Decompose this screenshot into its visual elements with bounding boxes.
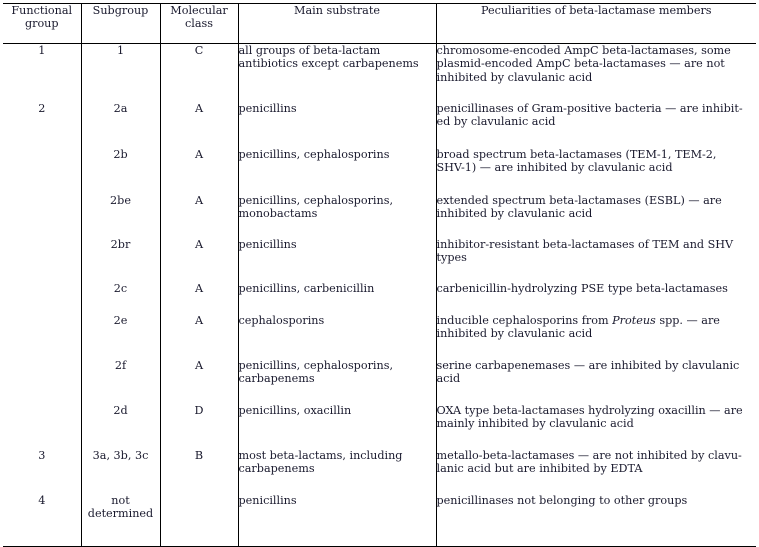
cell-molecular-class <box>160 44 238 103</box>
value-peculiarities-line1: penicillinases of Gram-positive bacteria — are inhibit- <box>436 102 743 115</box>
cell-subgroup <box>81 404 160 449</box>
column-header-functional-group-line1: Functional <box>11 4 73 17</box>
cell-peculiarities <box>436 148 756 194</box>
value-substrate-line1: penicillins <box>238 494 297 507</box>
value-substrate-line1: most beta-lactams, including <box>238 449 403 462</box>
cell-subgroup <box>81 449 160 494</box>
value-peculiarities-line1: inhibitor-resistant beta-lactamases of TEM and SHV <box>436 238 734 251</box>
cell-main-substrate <box>238 359 436 404</box>
value-peculiarities-line1: OXA type beta-lactamases hydrolyzing oxacillin — are <box>436 404 743 417</box>
column-header-molecular-class-line2: class <box>185 17 213 31</box>
cell-molecular-class <box>160 494 238 547</box>
value-substrate-line1: penicillins <box>238 238 297 251</box>
column-header-molecular-class <box>160 4 238 44</box>
cell-peculiarities <box>436 494 756 547</box>
value-peculiarities-line2-b: — are not <box>669 57 725 71</box>
value-peculiarities-line1: carbenicillin-hydrolyzing PSE type beta-lactamases <box>436 282 728 295</box>
value-functional-group: 4 <box>38 494 46 507</box>
value-substrate-line1: cephalosporins <box>238 314 325 327</box>
value-peculiarities-line2: types <box>436 251 467 265</box>
value-substrate-line1: all groups of beta-lactam <box>238 44 381 57</box>
value-functional-group: 2 <box>38 102 46 115</box>
value-peculiarities-line2: inhibited by clavulanic acid <box>436 327 593 341</box>
header-row <box>3 4 756 44</box>
table-row <box>3 449 756 494</box>
column-header-peculiarities-line1: Peculiarities of beta-lactamase members <box>480 4 712 17</box>
cell-molecular-class <box>160 449 238 494</box>
column-header-functional-group-line2: group <box>24 17 59 31</box>
value-substrate-line2: carbapenems <box>238 372 315 386</box>
cell-functional-group <box>3 102 81 148</box>
cell-main-substrate <box>238 238 436 282</box>
value-peculiarities-line2 <box>437 57 757 70</box>
table-row <box>3 44 756 103</box>
cell-molecular-class <box>160 148 238 194</box>
cell-subgroup <box>81 314 160 359</box>
cell-subgroup <box>81 148 160 194</box>
value-substrate-line2: monobactams <box>238 207 318 221</box>
cell-peculiarities <box>436 102 756 148</box>
cell-peculiarities <box>436 359 756 404</box>
cell-molecular-class <box>160 194 238 238</box>
cell-subgroup <box>81 44 160 103</box>
table-row <box>3 194 756 238</box>
value-functional-group: 3 <box>38 449 46 462</box>
cell-functional-group <box>3 494 81 547</box>
value-molecular-class: A <box>194 282 204 295</box>
value-peculiarities-line1: metallo-beta-lactamases — are not inhibited by clavu- <box>436 449 742 462</box>
value-subgroup-line1: 2br <box>110 238 131 251</box>
cell-peculiarities <box>436 194 756 238</box>
cell-main-substrate <box>238 44 436 103</box>
value-peculiarities-line2: ed by clavulanic acid <box>436 115 556 129</box>
value-subgroup-line1: 1 <box>116 44 125 57</box>
table-row <box>3 314 756 359</box>
cell-molecular-class <box>160 238 238 282</box>
value-substrate-line2: carbapenems <box>238 462 315 476</box>
cell-main-substrate <box>238 194 436 238</box>
cell-peculiarities <box>436 282 756 314</box>
column-header-subgroup <box>81 4 160 44</box>
cell-peculiarities <box>436 314 756 359</box>
value-subgroup-line1: 2e <box>113 314 128 327</box>
cell-functional-group <box>3 314 81 359</box>
value-subgroup-line1: 2d <box>113 404 128 417</box>
cell-main-substrate <box>238 102 436 148</box>
value-molecular-class: A <box>194 314 204 327</box>
cell-functional-group <box>3 44 81 103</box>
cell-functional-group <box>3 194 81 238</box>
cell-main-substrate <box>238 449 436 494</box>
value-peculiarities-line1: extended spectrum beta-lactamases (ESBL) — are <box>436 194 722 207</box>
table-row <box>3 359 756 404</box>
table-row <box>3 102 756 148</box>
column-header-main-substrate-line1: Main substrate <box>294 4 380 17</box>
value-molecular-class: B <box>194 449 204 462</box>
value-molecular-class: A <box>194 359 204 372</box>
value-peculiarities-line1-italic-genus: Proteus <box>612 314 656 327</box>
cell-subgroup <box>81 359 160 404</box>
cell-main-substrate <box>238 314 436 359</box>
cell-main-substrate <box>238 148 436 194</box>
table-body <box>3 44 756 547</box>
value-substrate-line1: penicillins, carbenicillin <box>238 282 375 295</box>
table-row <box>3 494 756 547</box>
value-peculiarities-line1: broad spectrum beta-lactamases (TEM-1, TEM-2, <box>436 148 717 161</box>
column-header-molecular-class-line1: Molecular <box>170 4 228 17</box>
cell-functional-group <box>3 449 81 494</box>
value-substrate-line1: penicillins <box>238 102 297 115</box>
value-subgroup-line1: 2a <box>113 102 128 115</box>
value-subgroup-line1: not <box>111 494 130 507</box>
value-peculiarities-line1: chromosome-encoded AmpC beta-lactamases, some <box>436 44 731 57</box>
cell-main-substrate <box>238 494 436 547</box>
value-subgroup-line1: 3a, 3b, 3c <box>92 449 149 462</box>
cell-peculiarities <box>436 404 756 449</box>
value-peculiarities-line2: lanic acid but are inhibited by EDTA <box>436 462 643 476</box>
cell-molecular-class <box>160 404 238 449</box>
value-peculiarities-line1: penicillinases not belonging to other groups <box>436 494 688 507</box>
cell-peculiarities <box>436 44 756 103</box>
value-substrate-line1: penicillins, cephalosporins <box>238 148 390 161</box>
cell-molecular-class <box>160 102 238 148</box>
table-row <box>3 404 756 449</box>
value-peculiarities-line2: acid <box>436 372 461 386</box>
value-substrate-line1: penicillins, cephalosporins, <box>238 359 394 372</box>
column-header-peculiarities <box>436 4 756 44</box>
table-row <box>3 148 756 194</box>
value-molecular-class: A <box>194 148 204 161</box>
value-peculiarities-line1: serine carbapenemases — are inhibited by clavulanic <box>436 359 740 372</box>
cell-peculiarities <box>436 449 756 494</box>
value-subgroup-line1: 2be <box>110 194 131 207</box>
cell-main-substrate <box>238 282 436 314</box>
value-molecular-class: D <box>194 404 204 417</box>
value-subgroup-line1: 2b <box>113 148 128 161</box>
cell-functional-group <box>3 238 81 282</box>
value-subgroup-line1: 2c <box>113 282 128 295</box>
column-header-functional-group <box>3 4 81 44</box>
cell-subgroup <box>81 194 160 238</box>
cell-molecular-class <box>160 314 238 359</box>
value-substrate-line1: penicillins, cephalosporins, <box>238 194 394 207</box>
cell-main-substrate <box>238 404 436 449</box>
cell-peculiarities <box>436 238 756 282</box>
cell-subgroup <box>81 282 160 314</box>
beta-lactamase-table-container <box>3 3 756 542</box>
beta-lactamase-classification-table <box>3 3 756 547</box>
cell-subgroup <box>81 102 160 148</box>
value-peculiarities-line1-a: inducible cephalosporins from <box>436 314 613 327</box>
value-peculiarities-line1-b: spp. — are <box>655 314 720 327</box>
value-functional-group: 1 <box>38 44 46 57</box>
value-peculiarities-line1 <box>437 314 757 327</box>
value-peculiarities-line2-a: plasmid-encoded AmpC beta-lactamases <box>436 57 670 71</box>
value-substrate-line1: penicillins, oxacillin <box>238 404 352 417</box>
cell-subgroup <box>81 494 160 547</box>
cell-subgroup <box>81 238 160 282</box>
cell-molecular-class <box>160 359 238 404</box>
value-molecular-class: A <box>194 102 204 115</box>
value-subgroup-line1: 2f <box>114 359 127 372</box>
cell-functional-group <box>3 282 81 314</box>
value-molecular-class: A <box>194 238 204 251</box>
table-header <box>3 4 756 44</box>
table-row <box>3 282 756 314</box>
cell-functional-group <box>3 404 81 449</box>
value-peculiarities-line2: SHV-1) — are inhibited by clavulanic acid <box>436 161 673 175</box>
value-molecular-class: C <box>194 44 204 57</box>
cell-functional-group <box>3 359 81 404</box>
table-row <box>3 238 756 282</box>
column-header-subgroup-line1: Subgroup <box>92 4 149 17</box>
value-molecular-class: A <box>194 194 204 207</box>
value-substrate-line2: antibiotics except carbapenems <box>238 57 419 71</box>
cell-molecular-class <box>160 282 238 314</box>
column-header-main-substrate <box>238 4 436 44</box>
cell-functional-group <box>3 148 81 194</box>
value-subgroup-line2: determined <box>87 507 154 521</box>
value-peculiarities-line2: inhibited by clavulanic acid <box>436 207 593 221</box>
value-peculiarities-line3: inhibited by clavulanic acid <box>436 70 593 84</box>
value-peculiarities-line2: mainly inhibited by clavulanic acid <box>436 417 634 431</box>
